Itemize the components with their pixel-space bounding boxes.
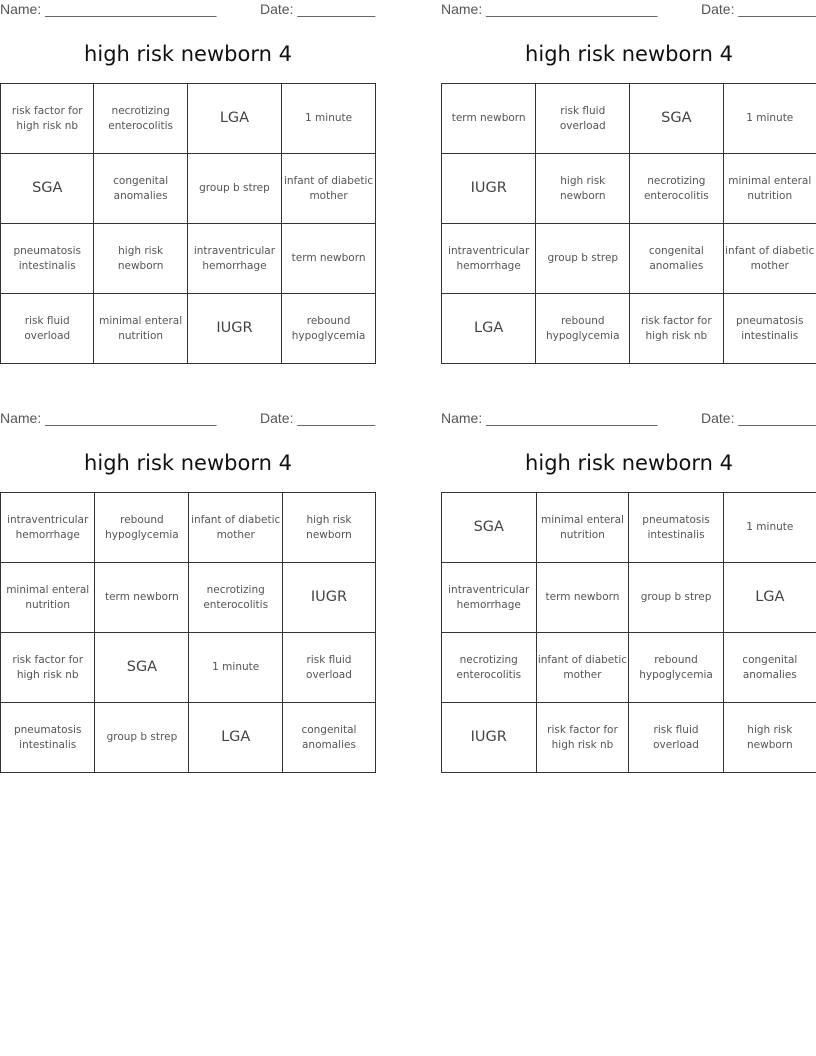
bingo-cell[interactable]: intraventricular hemorrhage (187, 224, 281, 294)
bingo-grid (0, 492, 376, 773)
bingo-cell[interactable]: infant of diabetic mother (723, 224, 816, 294)
bingo-cell[interactable]: risk factor for high risk nb (536, 703, 629, 773)
bingo-cell[interactable]: congenital anomalies (282, 703, 375, 773)
bingo-cell[interactable]: 1 minute (282, 84, 376, 154)
bingo-cell[interactable]: risk fluid overload (536, 84, 630, 154)
bingo-cell[interactable]: group b strep (629, 563, 723, 633)
bingo-cell[interactable]: rebound hypoglycemia (536, 294, 630, 364)
name-field[interactable]: Name: ______________________ (0, 1, 217, 17)
bingo-cell[interactable]: pneumatosis intestinalis (1, 703, 95, 773)
bingo-cell[interactable]: 1 minute (189, 633, 283, 703)
bingo-grid (0, 83, 376, 364)
bingo-cell[interactable]: group b strep (95, 703, 189, 773)
bingo-cell[interactable]: congenital anomalies (94, 154, 187, 224)
bingo-cell[interactable]: risk factor for high risk nb (1, 84, 94, 154)
bingo-cell[interactable]: rebound hypoglycemia (629, 633, 723, 703)
bingo-cell[interactable]: minimal enteral nutrition (94, 294, 187, 364)
bingo-cell[interactable]: term newborn (442, 84, 536, 154)
bingo-cell[interactable]: necrotizing enterocolitis (94, 84, 187, 154)
grid-row (442, 703, 816, 773)
name-field[interactable]: Name: ______________________ (441, 1, 658, 17)
grid-row (442, 84, 816, 154)
bingo-cell[interactable]: rebound hypoglycemia (282, 294, 376, 364)
bingo-cell[interactable]: term newborn (95, 563, 189, 633)
bingo-cell[interactable]: pneumatosis intestinalis (723, 294, 816, 364)
bingo-cell[interactable]: 1 minute (723, 84, 816, 154)
bingo-cell[interactable]: LGA (723, 563, 816, 633)
card-header (441, 0, 816, 22)
card-title: high risk newborn 4 (84, 42, 292, 66)
bingo-cell[interactable]: pneumatosis intestinalis (1, 224, 94, 294)
grid-row (1, 493, 376, 563)
grid-row (442, 154, 816, 224)
bingo-cell[interactable]: intraventricular hemorrhage (1, 493, 95, 563)
bingo-cell[interactable]: necrotizing enterocolitis (442, 633, 537, 703)
bingo-cell[interactable]: SGA (1, 154, 94, 224)
bingo-cell[interactable]: high risk newborn (536, 154, 630, 224)
bingo-cell[interactable]: LGA (442, 294, 536, 364)
bingo-cell[interactable]: IUGR (442, 154, 536, 224)
card-title: high risk newborn 4 (84, 451, 292, 475)
bingo-card-4 (441, 409, 816, 751)
bingo-cell[interactable]: IUGR (282, 563, 375, 633)
date-field[interactable]: Date: __________ (260, 410, 376, 426)
bingo-cell[interactable]: term newborn (536, 563, 629, 633)
bingo-cell[interactable]: high risk newborn (94, 224, 187, 294)
bingo-cell[interactable]: risk factor for high risk nb (1, 633, 95, 703)
bingo-cell[interactable]: high risk newborn (282, 493, 375, 563)
bingo-cell[interactable]: IUGR (442, 703, 537, 773)
bingo-cell[interactable]: LGA (189, 703, 283, 773)
date-field[interactable]: Date: __________ (260, 1, 376, 17)
card-title: high risk newborn 4 (525, 451, 733, 475)
bingo-cell[interactable]: term newborn (282, 224, 376, 294)
bingo-cell[interactable]: SGA (442, 493, 537, 563)
date-field[interactable]: Date: __________ (701, 410, 816, 426)
grid-row (1, 633, 376, 703)
bingo-card-2 (441, 0, 816, 342)
grid-row (442, 493, 816, 563)
grid-row (1, 294, 376, 364)
card-title: high risk newborn 4 (525, 42, 733, 66)
grid-row (442, 294, 816, 364)
bingo-cell[interactable]: LGA (187, 84, 281, 154)
bingo-cell[interactable]: congenital anomalies (630, 224, 723, 294)
grid-row (1, 154, 376, 224)
grid-row (1, 84, 376, 154)
bingo-cell[interactable]: risk factor for high risk nb (630, 294, 723, 364)
card-header (0, 0, 376, 22)
bingo-cell[interactable]: minimal enteral nutrition (536, 493, 629, 563)
bingo-cell[interactable]: infant of diabetic mother (189, 493, 283, 563)
bingo-cell[interactable]: minimal enteral nutrition (1, 563, 95, 633)
date-field[interactable]: Date: __________ (701, 1, 816, 17)
card-header (441, 409, 816, 431)
bingo-cell[interactable]: high risk newborn (723, 703, 816, 773)
bingo-cell[interactable]: infant of diabetic mother (536, 633, 629, 703)
card-header (0, 409, 376, 431)
grid-row (442, 633, 816, 703)
bingo-cell[interactable]: SGA (95, 633, 189, 703)
grid-row (1, 703, 376, 773)
grid-row (1, 224, 376, 294)
name-field[interactable]: Name: ______________________ (0, 410, 217, 426)
bingo-grid (441, 492, 816, 773)
bingo-cell[interactable]: risk fluid overload (629, 703, 723, 773)
bingo-cell[interactable]: necrotizing enterocolitis (630, 154, 723, 224)
bingo-cell[interactable]: intraventricular hemorrhage (442, 224, 536, 294)
bingo-grid (441, 83, 816, 364)
bingo-cell[interactable]: congenital anomalies (723, 633, 816, 703)
bingo-cell[interactable]: group b strep (536, 224, 630, 294)
bingo-cell[interactable]: rebound hypoglycemia (95, 493, 189, 563)
bingo-cell[interactable]: minimal enteral nutrition (723, 154, 816, 224)
bingo-cell[interactable]: 1 minute (723, 493, 816, 563)
bingo-cell[interactable]: SGA (630, 84, 723, 154)
grid-row (442, 563, 816, 633)
bingo-cell[interactable]: IUGR (187, 294, 281, 364)
bingo-card-3 (0, 409, 376, 751)
grid-row (1, 563, 376, 633)
bingo-cell[interactable]: intraventricular hemorrhage (442, 563, 537, 633)
name-field[interactable]: Name: ______________________ (441, 410, 658, 426)
grid-row (442, 224, 816, 294)
bingo-cell[interactable]: risk fluid overload (1, 294, 94, 364)
bingo-card-1 (0, 0, 376, 342)
bingo-cell[interactable]: risk fluid overload (282, 633, 375, 703)
bingo-cell[interactable]: necrotizing enterocolitis (189, 563, 283, 633)
bingo-cell[interactable]: infant of diabetic mother (282, 154, 376, 224)
bingo-cell[interactable]: group b strep (187, 154, 281, 224)
bingo-cell[interactable]: pneumatosis intestinalis (629, 493, 723, 563)
